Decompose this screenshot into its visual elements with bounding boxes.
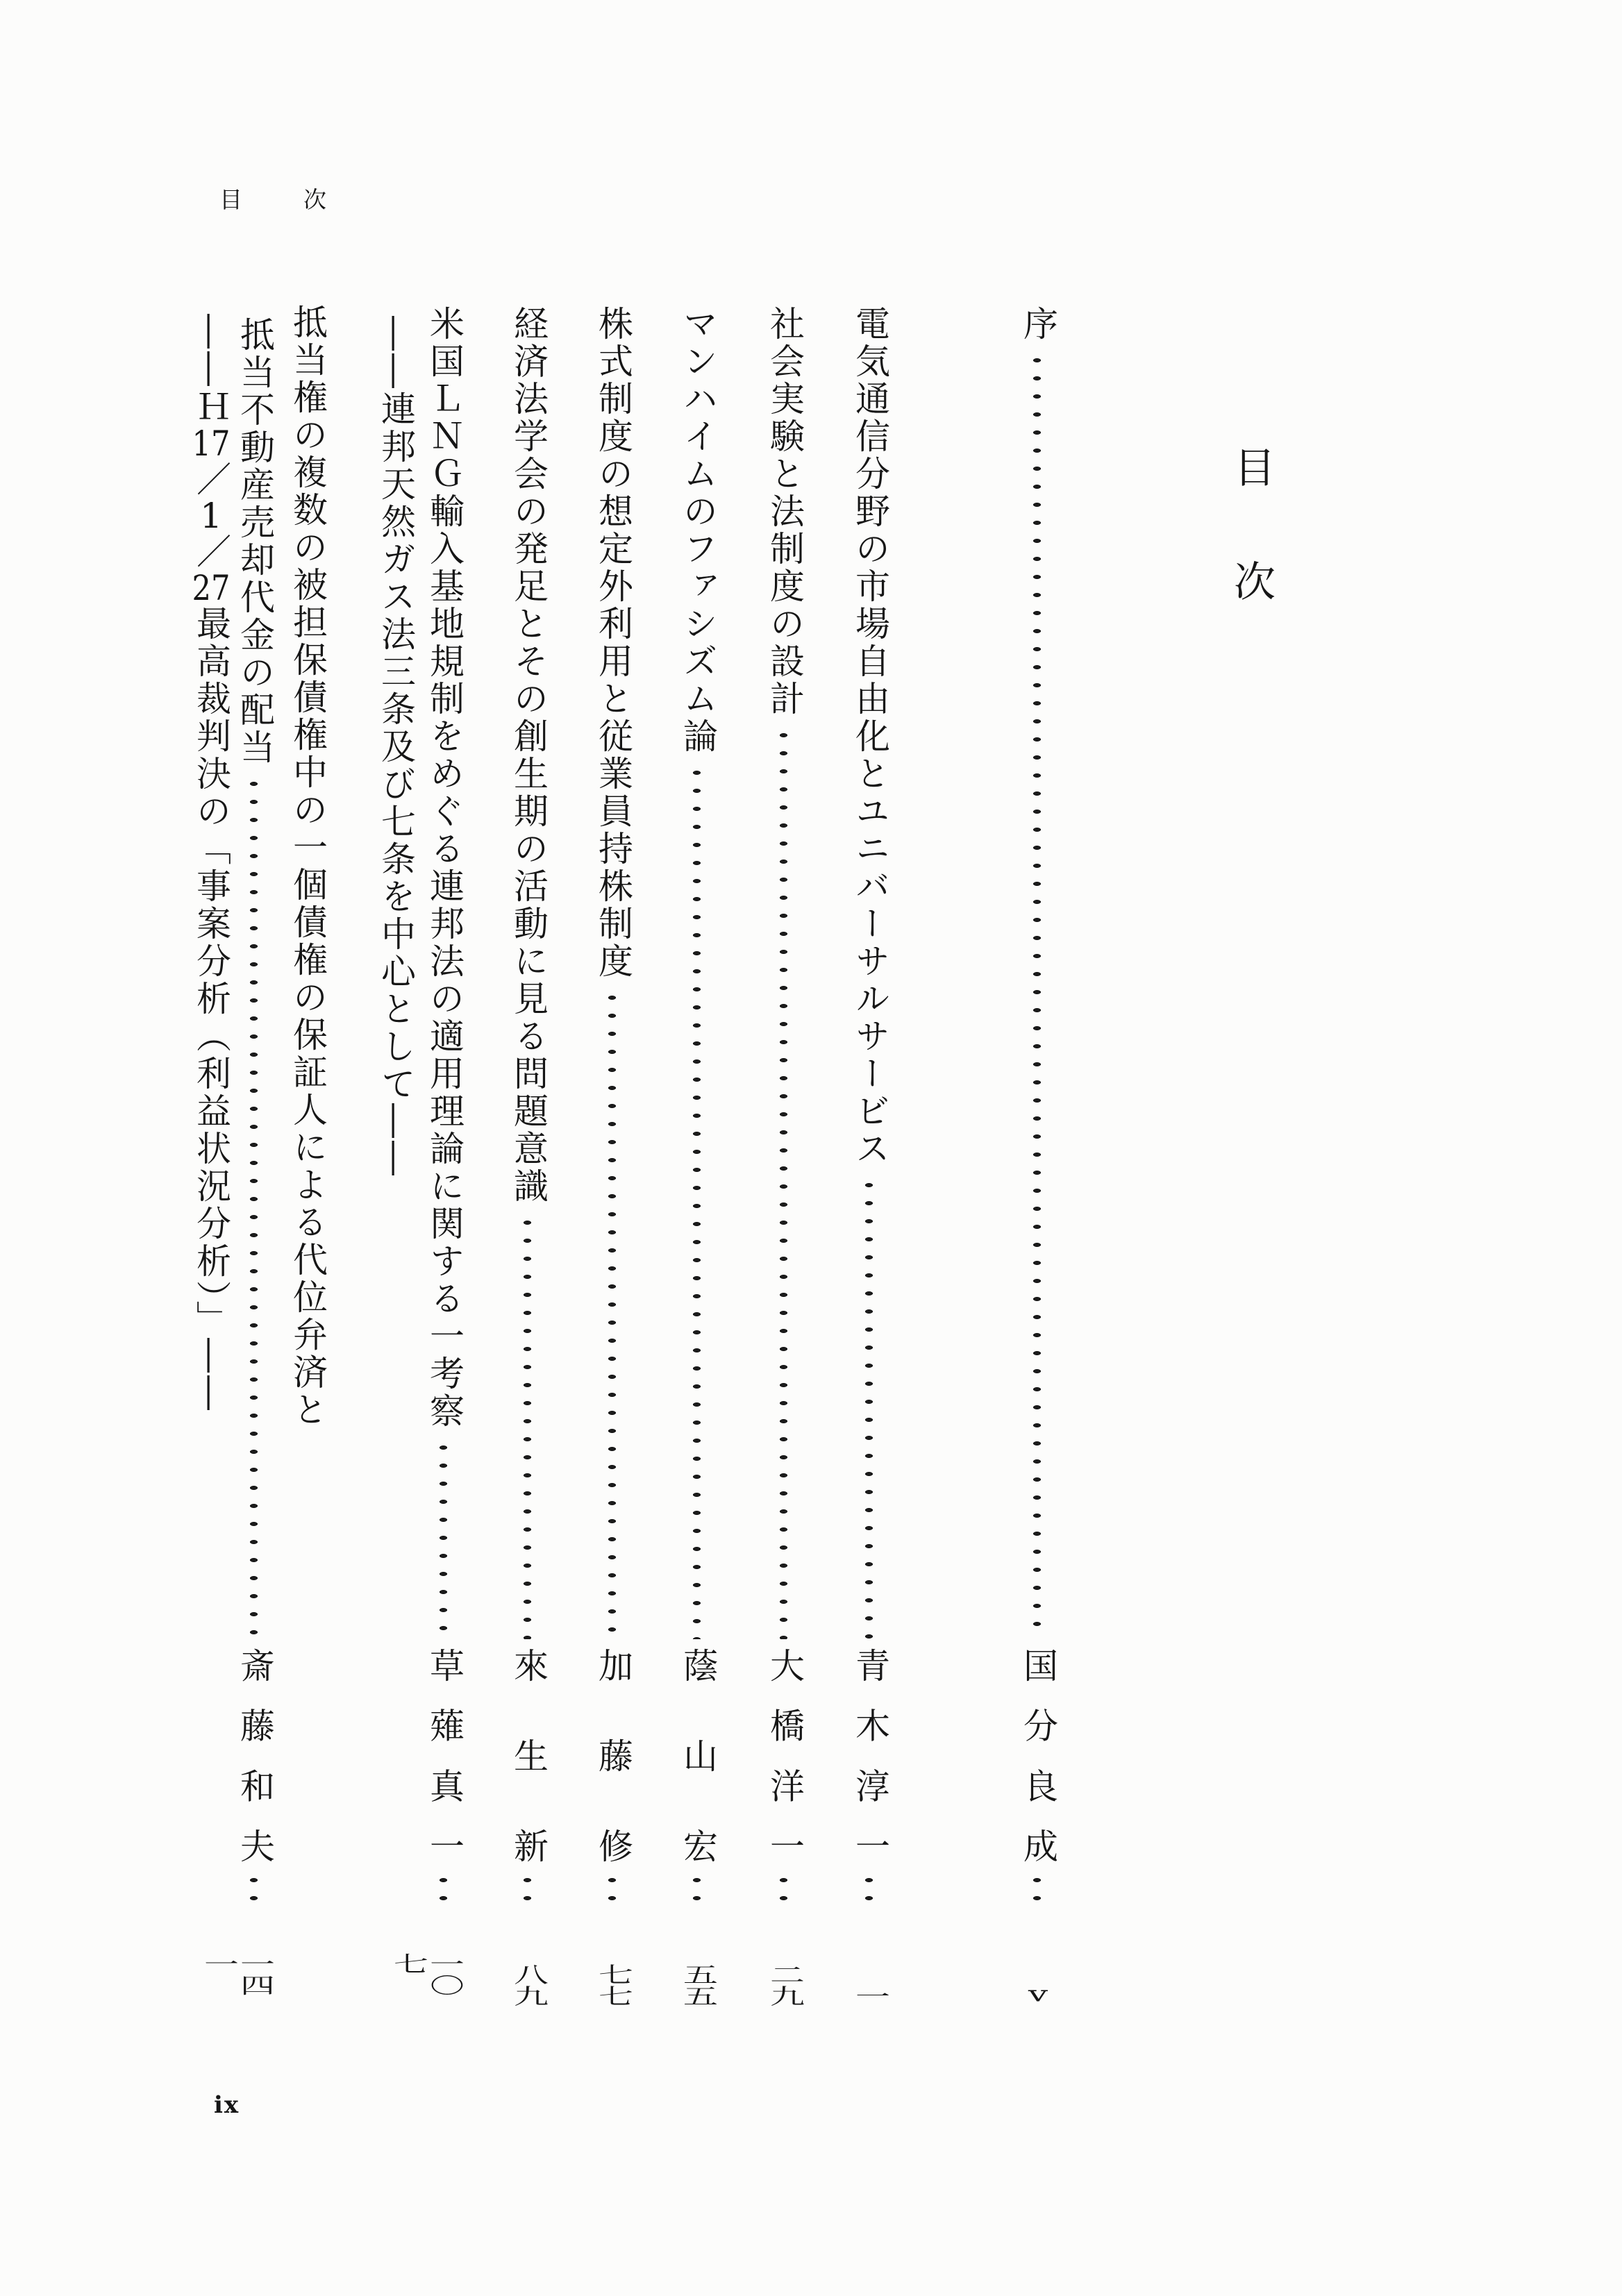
subtitle-segment: ／ xyxy=(191,461,231,498)
author-name: 蔭山宏 xyxy=(678,1648,718,1863)
dotted-leader xyxy=(779,726,788,1639)
author-name: 斎藤和夫 xyxy=(235,1648,275,1863)
page-number: 一〇七 xyxy=(388,1952,465,1996)
dotted-leader xyxy=(439,1871,448,1911)
dotted-leader xyxy=(692,764,701,1639)
dotted-leader xyxy=(249,1871,258,1911)
page-number: 八九 xyxy=(508,1963,549,2006)
dotted-leader xyxy=(864,1871,873,1911)
subtitle-segment: ／ xyxy=(191,533,231,571)
toc-entry-preface xyxy=(1017,305,1056,2006)
entry-subtitle: ――連邦天然ガス法三条及び七条を中心として―― xyxy=(376,316,416,1178)
page-number: 二九 xyxy=(764,1963,805,2006)
dotted-leader xyxy=(608,989,617,1639)
page-title: 目次 xyxy=(1227,446,1276,673)
folio-page-number: ix xyxy=(214,2091,240,2119)
subtitle-segment: ――Ｈ xyxy=(191,314,231,426)
entry-title: 社会実験と法制度の設計 xyxy=(764,305,805,718)
dotted-leader xyxy=(779,1871,788,1911)
author-name: 來生新 xyxy=(508,1648,549,1863)
author-name: 加藤修 xyxy=(593,1648,633,1863)
page-number: 七七 xyxy=(593,1963,633,2006)
page-number: 五五 xyxy=(678,1963,718,2006)
toc-entry-economic-law xyxy=(508,305,549,2006)
dotted-leader xyxy=(1032,1871,1042,1911)
toc-entry-mortgage-subtitle xyxy=(190,314,229,1413)
entry-title: 米国ＬＮＧ輸入基地規制をめぐる連邦法の適用理論に関する一考察 xyxy=(424,305,465,1430)
author-name: 草薙真一 xyxy=(424,1648,465,1863)
tcy-number: 27 xyxy=(192,571,231,605)
page-number: v xyxy=(1018,1981,1058,2006)
toc-entry-mortgage-line1 xyxy=(287,304,326,1429)
tcy-number: 17 xyxy=(192,426,231,461)
entry-title: マンハイムのファシズム論 xyxy=(678,305,718,755)
entry-title: 抵当権の複数の被担保債権中の一個債権の保証人による代位弁済と xyxy=(287,304,328,1429)
dotted-leader xyxy=(249,775,258,1639)
toc-entry-lng-subtitle xyxy=(375,316,414,1178)
dotted-leader xyxy=(692,1871,701,1911)
entry-title: 電気通信分野の市場自由化とユニバーサルサービス xyxy=(850,305,890,1168)
dotted-leader xyxy=(608,1871,617,1911)
dotted-leader xyxy=(439,1439,448,1639)
entry-title: 抵当不動産売却代金の配当 xyxy=(235,317,275,766)
dotted-leader xyxy=(523,1214,532,1639)
entry-title: 経済法学会の発足とその創生期の活動に見る問題意識 xyxy=(508,305,549,1205)
entry-title: 株式制度の想定外利用と従業員持株制度 xyxy=(593,305,633,980)
author-name: 青木淳一 xyxy=(850,1648,890,1863)
toc-entry-social-experiment xyxy=(764,305,803,2006)
toc-entry-telecom xyxy=(849,305,888,2006)
dotted-leader xyxy=(523,1871,532,1911)
dotted-leader xyxy=(1032,351,1042,1639)
author-name: 国分良成 xyxy=(1018,1648,1058,1863)
dotted-leader xyxy=(864,1176,873,1639)
author-name: 大橋洋一 xyxy=(764,1648,805,1863)
page-number: 一四一 xyxy=(199,1952,275,1996)
page-number: 一 xyxy=(850,1985,890,2006)
running-header: 目次 xyxy=(219,186,387,213)
tcy-number: 1 xyxy=(200,498,222,533)
toc-entry-stock-system xyxy=(592,305,631,2006)
subtitle-segment: 最高裁判決の「事案分析（利益状況分析）」―― xyxy=(191,605,231,1413)
entry-title: 序 xyxy=(1018,305,1058,343)
toc-entry-mannheim xyxy=(677,305,716,2006)
